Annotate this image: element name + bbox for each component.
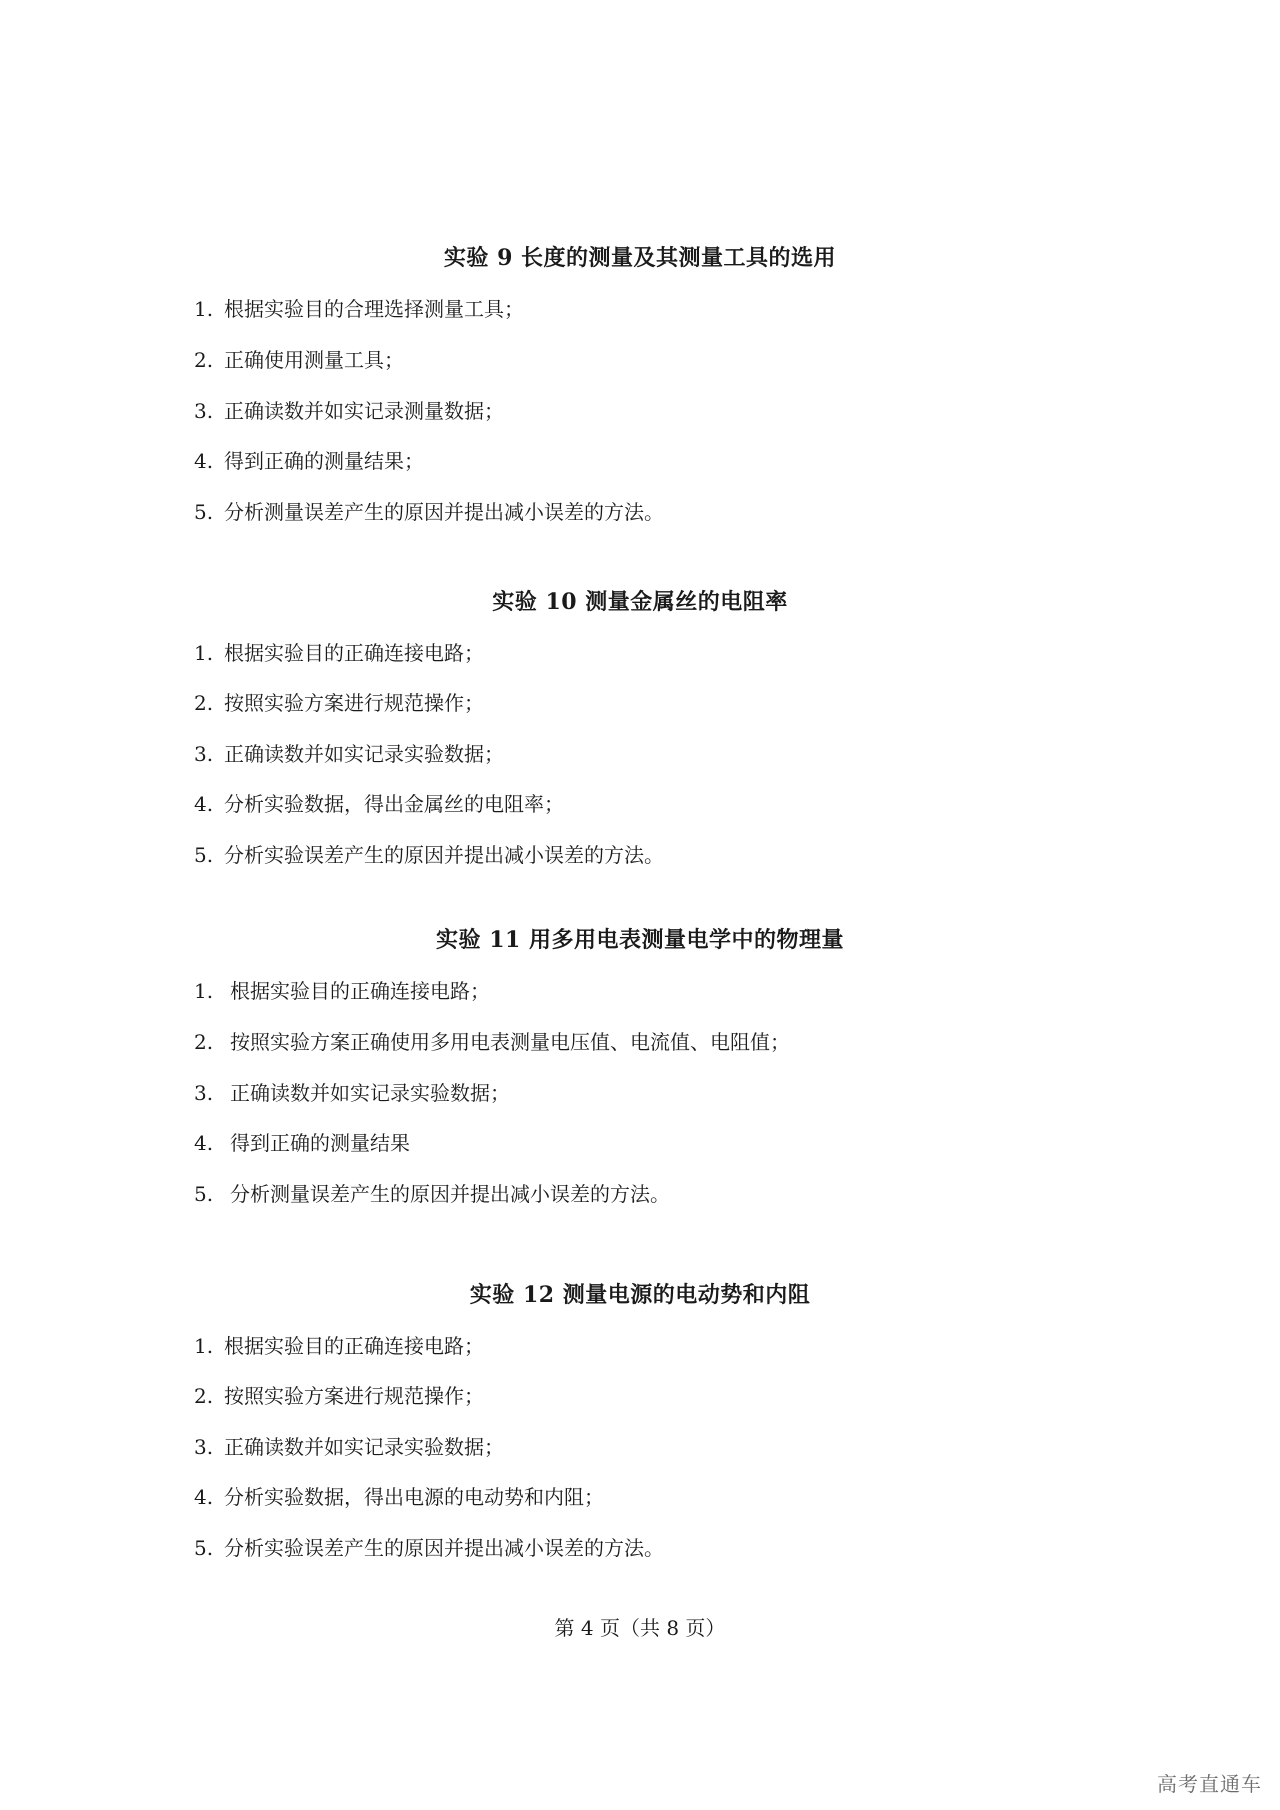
item-number: 1. bbox=[194, 641, 214, 665]
item-number: 5. bbox=[194, 1182, 214, 1206]
item-number: 2. bbox=[194, 348, 214, 372]
list-item bbox=[194, 1078, 1194, 1108]
list-item bbox=[194, 1533, 1194, 1563]
list-item bbox=[194, 1331, 1194, 1361]
list-item bbox=[194, 789, 1194, 819]
item-number: 5. bbox=[194, 843, 214, 867]
page-number-footer: 第 4 页（共 8 页） bbox=[554, 1616, 726, 1640]
item-text: 正确读数并如实记录实验数据； bbox=[224, 742, 504, 766]
item-text: 根据实验目的正确连接电路； bbox=[224, 641, 484, 665]
item-number: 5. bbox=[194, 500, 214, 524]
item-text: 按照实验方案进行规范操作； bbox=[224, 691, 484, 715]
list-item bbox=[194, 739, 1194, 769]
list-item bbox=[194, 294, 1194, 324]
list-item bbox=[194, 638, 1194, 668]
item-text: 根据实验目的正确连接电路； bbox=[230, 979, 490, 1003]
item-text: 分析测量误差产生的原因并提出减小误差的方法。 bbox=[230, 1182, 670, 1206]
item-text: 根据实验目的正确连接电路； bbox=[224, 1334, 484, 1358]
item-number: 4. bbox=[194, 449, 214, 473]
list-item bbox=[194, 1381, 1194, 1411]
list-item bbox=[194, 1179, 1194, 1209]
item-text: 得到正确的测量结果； bbox=[224, 449, 424, 473]
list-item bbox=[194, 1432, 1194, 1462]
item-number: 3. bbox=[194, 1435, 214, 1459]
item-number: 3. bbox=[194, 742, 214, 766]
item-text: 分析实验误差产生的原因并提出减小误差的方法。 bbox=[224, 1536, 664, 1560]
item-text: 分析实验误差产生的原因并提出减小误差的方法。 bbox=[224, 843, 664, 867]
item-number: 1. bbox=[194, 979, 214, 1003]
item-text: 正确读数并如实记录测量数据； bbox=[224, 399, 504, 423]
list-item bbox=[194, 840, 1194, 870]
list-item bbox=[194, 688, 1194, 718]
watermark-text: 高考直通车 bbox=[1157, 1772, 1262, 1796]
item-number: 4. bbox=[194, 792, 214, 816]
item-text: 得到正确的测量结果 bbox=[230, 1131, 410, 1155]
item-number: 4. bbox=[194, 1485, 214, 1509]
section-title: 实验 10 测量金属丝的电阻率 bbox=[492, 589, 788, 615]
section-title: 实验 11 用多用电表测量电学中的物理量 bbox=[436, 927, 844, 953]
list-item bbox=[194, 1482, 1194, 1512]
item-number: 5. bbox=[194, 1536, 214, 1560]
list-item bbox=[194, 396, 1194, 426]
item-text: 分析实验数据，得出金属丝的电阻率； bbox=[224, 792, 564, 816]
item-number: 2. bbox=[194, 1384, 214, 1408]
item-text: 正确使用测量工具； bbox=[224, 348, 404, 372]
item-number: 3. bbox=[194, 399, 214, 423]
item-text: 分析实验数据，得出电源的电动势和内阻； bbox=[224, 1485, 604, 1509]
item-text: 分析测量误差产生的原因并提出减小误差的方法。 bbox=[224, 500, 664, 524]
item-text: 正确读数并如实记录实验数据； bbox=[224, 1435, 504, 1459]
list-item bbox=[194, 446, 1194, 476]
section-title: 实验 12 测量电源的电动势和内阻 bbox=[469, 1282, 811, 1308]
item-number: 2. bbox=[194, 1030, 214, 1054]
list-item bbox=[194, 1027, 1194, 1057]
item-text: 按照实验方案正确使用多用电表测量电压值、电流值、电阻值； bbox=[230, 1030, 790, 1054]
item-number: 1. bbox=[194, 297, 214, 321]
item-text: 正确读数并如实记录实验数据； bbox=[230, 1081, 510, 1105]
item-number: 1. bbox=[194, 1334, 214, 1358]
item-text: 根据实验目的合理选择测量工具； bbox=[224, 297, 524, 321]
list-item bbox=[194, 345, 1194, 375]
item-number: 4. bbox=[194, 1131, 214, 1155]
list-item bbox=[194, 976, 1194, 1006]
section-title: 实验 9 长度的测量及其测量工具的选用 bbox=[443, 245, 837, 271]
item-number: 2. bbox=[194, 691, 214, 715]
list-item bbox=[194, 497, 1194, 527]
list-item bbox=[194, 1128, 1194, 1158]
item-text: 按照实验方案进行规范操作； bbox=[224, 1384, 484, 1408]
item-number: 3. bbox=[194, 1081, 214, 1105]
